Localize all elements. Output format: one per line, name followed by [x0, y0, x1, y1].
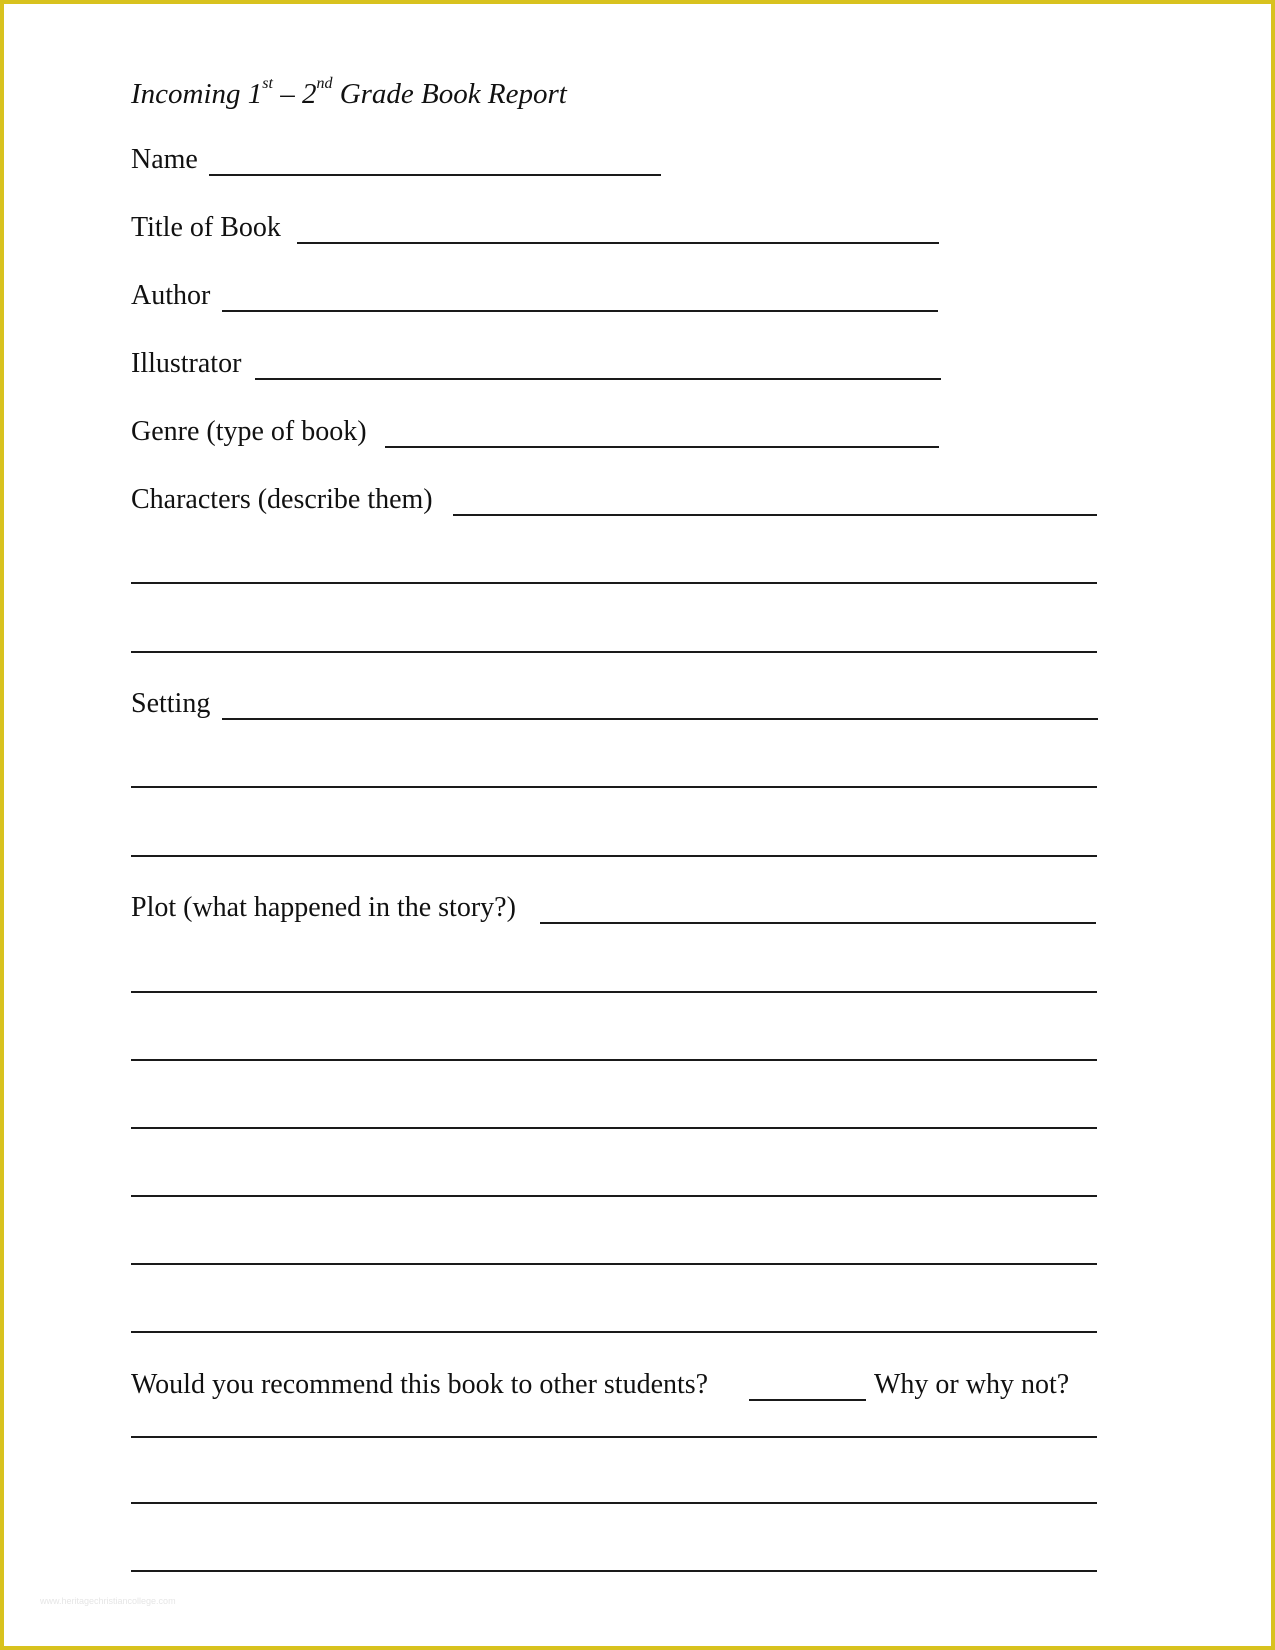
characters-blank[interactable]: [453, 514, 1097, 516]
recommend-blank[interactable]: [749, 1399, 866, 1401]
why-blank-line[interactable]: [131, 1502, 1097, 1504]
plot-blank-line[interactable]: [131, 1127, 1097, 1129]
genre-blank[interactable]: [385, 446, 939, 448]
name-label: Name: [131, 144, 198, 175]
setting-blank[interactable]: [222, 718, 1098, 720]
author-blank[interactable]: [222, 310, 938, 312]
title-of-book-label: Title of Book: [131, 212, 281, 243]
author-label: Author: [131, 280, 211, 311]
plot-blank-line[interactable]: [131, 1263, 1097, 1265]
plot-blank-line[interactable]: [131, 1195, 1097, 1197]
document-title: Incoming 1st – 2nd Grade Book Report: [131, 75, 567, 110]
plot-label: Plot (what happened in the story?): [131, 892, 516, 923]
watermark: www.heritagechristiancollege.com: [40, 1596, 176, 1606]
setting-blank-line[interactable]: [131, 786, 1097, 788]
plot-blank-line[interactable]: [131, 991, 1097, 993]
characters-blank-line[interactable]: [131, 582, 1097, 584]
why-blank-line[interactable]: [131, 1436, 1097, 1438]
recommend-label: Would you recommend this book to other students?: [131, 1369, 709, 1400]
why-label: Why or why not?: [874, 1369, 1070, 1400]
setting-blank-line[interactable]: [131, 855, 1097, 857]
why-blank-line[interactable]: [131, 1570, 1097, 1572]
characters-label: Characters (describe them): [131, 484, 433, 515]
plot-blank[interactable]: [540, 922, 1096, 924]
title-of-book-blank[interactable]: [297, 242, 939, 244]
plot-blank-line[interactable]: [131, 1059, 1097, 1061]
illustrator-blank[interactable]: [255, 378, 941, 380]
plot-blank-line[interactable]: [131, 1331, 1097, 1333]
illustrator-label: Illustrator: [131, 348, 242, 379]
setting-label: Setting: [131, 688, 211, 719]
characters-blank-line[interactable]: [131, 651, 1097, 653]
name-blank[interactable]: [209, 174, 661, 176]
genre-label: Genre (type of book): [131, 416, 367, 447]
